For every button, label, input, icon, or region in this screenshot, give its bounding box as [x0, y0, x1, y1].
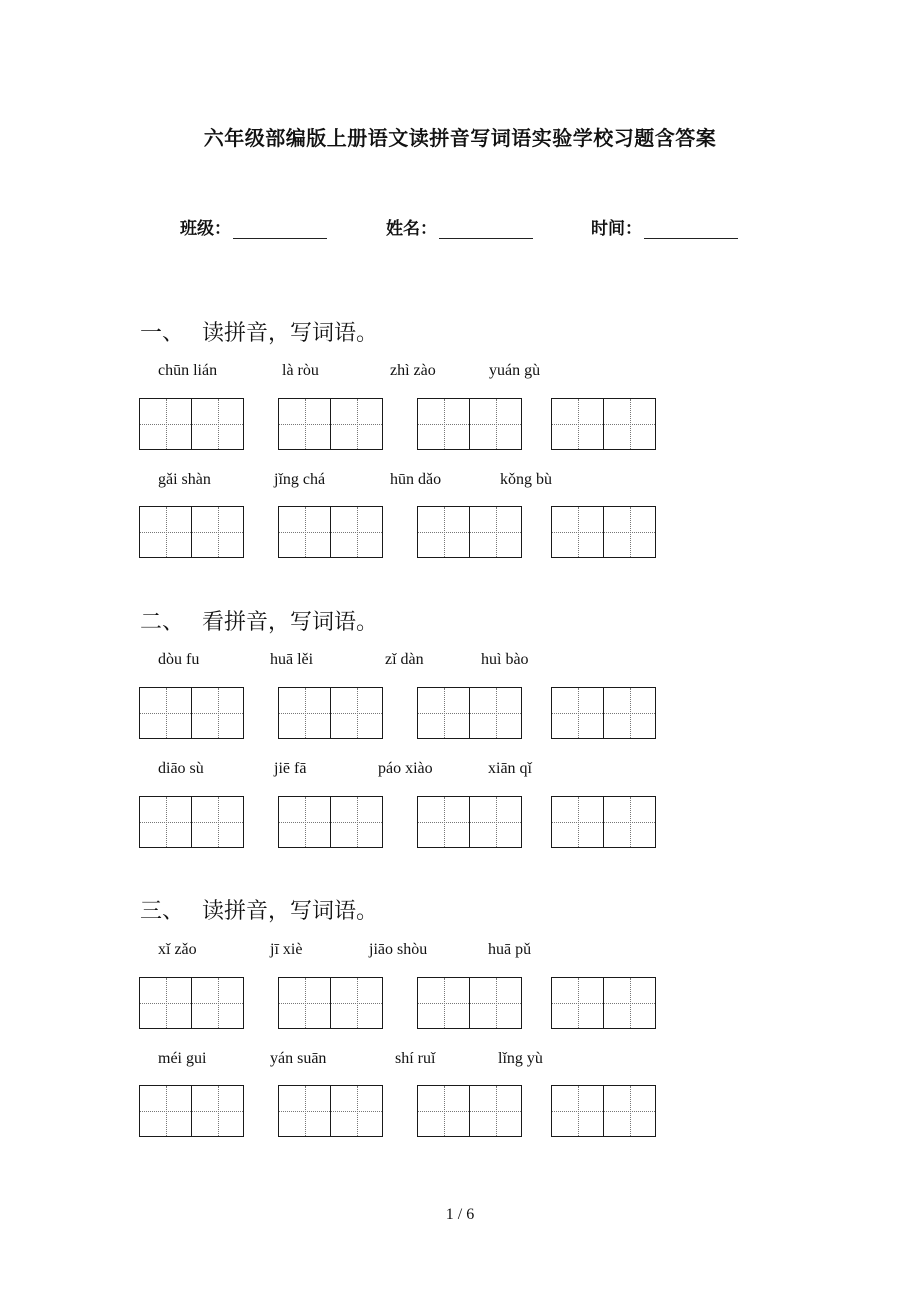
class-field — [180, 214, 327, 239]
pinyin-label: shí ruǐ — [395, 1050, 436, 1067]
writing-grid[interactable] — [551, 506, 656, 558]
time-blank[interactable] — [644, 220, 738, 239]
writing-grid[interactable] — [139, 506, 244, 558]
section-number: 一、 — [140, 321, 185, 346]
pinyin-label: huā lěi — [270, 651, 314, 668]
writing-grid[interactable] — [139, 977, 244, 1029]
writing-grid[interactable] — [139, 1085, 244, 1137]
pinyin-label: dòu fu — [158, 651, 200, 668]
pinyin-label: jiē fā — [274, 760, 307, 777]
writing-grid[interactable] — [278, 687, 383, 739]
pinyin-label: là ròu — [282, 362, 319, 379]
pinyin-label: lǐng yù — [498, 1050, 543, 1067]
pinyin-label: yuán gù — [489, 362, 541, 379]
writing-grid[interactable] — [417, 687, 522, 739]
name-blank[interactable] — [439, 220, 533, 239]
writing-grid[interactable] — [278, 506, 383, 558]
writing-grid[interactable] — [417, 977, 522, 1029]
class-blank[interactable] — [233, 220, 327, 239]
writing-grid[interactable] — [417, 796, 522, 848]
pinyin-label: huā pǔ — [488, 941, 532, 958]
writing-grid[interactable] — [278, 977, 383, 1029]
writing-grid[interactable] — [139, 796, 244, 848]
name-label: 姓名： — [386, 219, 437, 239]
pinyin-label: gǎi shàn — [158, 471, 211, 488]
page-title: 六年级部编版上册语文读拼音写词语实验学校习题含答案 — [203, 126, 717, 150]
writing-grid[interactable] — [278, 398, 383, 450]
pinyin-label: jī xiè — [270, 941, 303, 958]
writing-grid[interactable] — [551, 687, 656, 739]
pinyin-label: jǐng chá — [274, 471, 326, 488]
writing-grid[interactable] — [551, 1085, 656, 1137]
section-title: 读拼音，写词语。 — [202, 321, 379, 346]
pinyin-label: xǐ zǎo — [158, 941, 197, 958]
pinyin-label: chūn lián — [158, 362, 218, 379]
section-title: 看拼音，写词语。 — [202, 610, 379, 635]
section-heading — [140, 605, 378, 636]
pinyin-label: páo xiào — [378, 760, 433, 777]
class-label: 班级： — [180, 219, 231, 239]
pinyin-label: xiān qǐ — [488, 760, 532, 777]
writing-grid[interactable] — [551, 977, 656, 1029]
time-label: 时间： — [591, 219, 642, 239]
section-number: 三、 — [140, 899, 185, 924]
pinyin-label: zǐ dàn — [385, 651, 424, 668]
writing-grid[interactable] — [139, 398, 244, 450]
pinyin-label: diāo sù — [158, 760, 204, 777]
writing-grid[interactable] — [551, 398, 656, 450]
writing-grid[interactable] — [278, 1085, 383, 1137]
writing-grid[interactable] — [417, 506, 522, 558]
writing-grid[interactable] — [551, 796, 656, 848]
writing-grid[interactable] — [417, 1085, 522, 1137]
pinyin-label: kǒng bù — [500, 471, 552, 488]
pinyin-label: huì bào — [481, 651, 529, 668]
time-field — [591, 214, 738, 239]
section-number: 二、 — [140, 610, 185, 635]
writing-grid[interactable] — [278, 796, 383, 848]
pinyin-label: hūn dǎo — [390, 471, 442, 488]
pinyin-label: méi gui — [158, 1050, 207, 1067]
writing-grid[interactable] — [417, 398, 522, 450]
pinyin-label: jiāo shòu — [369, 941, 428, 958]
pinyin-label: zhì zào — [390, 362, 436, 379]
section-title: 读拼音，写词语。 — [202, 899, 379, 924]
page-number: 1 / 6 — [445, 1206, 475, 1223]
name-field — [386, 214, 533, 239]
pinyin-label: yán suān — [270, 1050, 327, 1067]
section-heading — [140, 894, 378, 925]
writing-grid[interactable] — [139, 687, 244, 739]
section-heading — [140, 316, 378, 347]
